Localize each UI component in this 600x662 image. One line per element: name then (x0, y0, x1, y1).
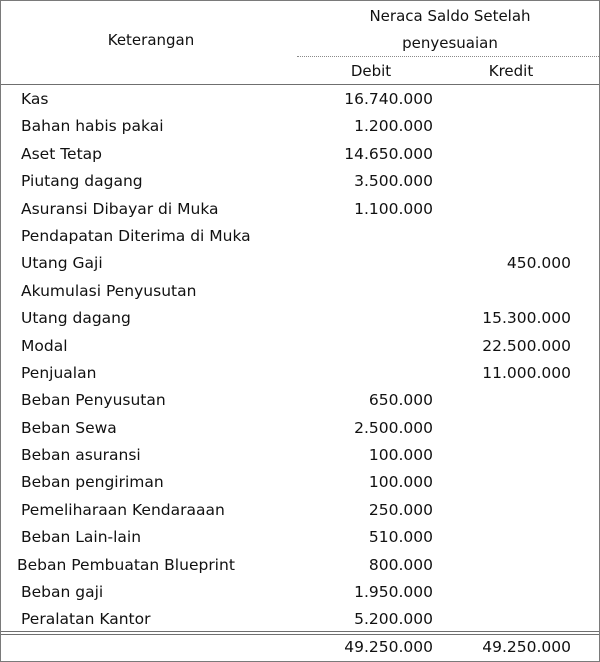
table-row (1, 525, 599, 552)
account-name: Beban asuransi (21, 446, 141, 465)
account-name: Beban gaji (21, 583, 104, 602)
total-debit: 49.250.000 (344, 638, 433, 656)
debit-value: 5.200.000 (354, 610, 433, 629)
account-name: Utang dagang (21, 309, 131, 328)
table-row (1, 470, 599, 497)
account-name: Bahan habis pakai (21, 117, 164, 136)
kredit-value: 15.300.000 (482, 309, 571, 328)
table-row (1, 416, 599, 443)
kredit-value: 11.000.000 (482, 363, 571, 382)
account-name: Beban Lain-lain (21, 528, 142, 547)
debit-value: 14.650.000 (344, 144, 433, 163)
account-name: Beban Pembuatan Blueprint (17, 555, 235, 574)
debit-value: 16.740.000 (344, 90, 433, 108)
debit-value: 1.950.000 (354, 583, 433, 602)
account-name: Piutang dagang (21, 172, 143, 191)
account-name: Beban pengiriman (21, 473, 164, 492)
total-divider-bottom (1, 634, 599, 635)
table-row (1, 388, 599, 415)
account-name: Pendapatan Diterima di Muka (21, 226, 251, 245)
table-row (1, 553, 599, 580)
table-row (1, 169, 599, 196)
account-name: Asuransi Dibayar di Muka (21, 199, 219, 218)
debit-value: 510.000 (368, 528, 433, 547)
account-name: Akumulasi Penyusutan (21, 281, 197, 300)
debit-value: 1.200.000 (354, 117, 433, 136)
table-row (1, 114, 599, 141)
account-name: Pemeliharaan Kendaraaan (21, 500, 225, 519)
table-row (1, 580, 599, 607)
table-row (1, 361, 599, 388)
table-row (1, 197, 599, 224)
header-title-line1: Neraca Saldo Setelah (369, 7, 531, 25)
account-name: Peralatan Kantor (21, 610, 151, 629)
total-divider-top (1, 631, 599, 632)
header-debit: Debit (350, 62, 392, 80)
table-row (1, 443, 599, 470)
account-name: Utang Gaji (21, 254, 103, 273)
header-kredit: Kredit (488, 62, 534, 80)
table-row (1, 334, 599, 361)
debit-value: 100.000 (368, 473, 433, 492)
table-row (1, 251, 599, 278)
debit-value: 2.500.000 (354, 418, 433, 437)
account-name: Kas (21, 90, 49, 108)
table-body (1, 87, 599, 635)
account-name: Penjualan (21, 363, 97, 382)
table-row (1, 306, 599, 333)
table-row (1, 279, 599, 306)
table-row (1, 142, 599, 169)
account-name: Beban Penyusutan (21, 391, 166, 410)
total-kredit: 49.250.000 (482, 638, 571, 656)
header-dotted-divider (297, 56, 599, 57)
table-row (1, 498, 599, 525)
debit-value: 650.000 (368, 391, 433, 410)
account-name: Aset Tetap (21, 144, 103, 163)
header-keterangan: Keterangan (107, 31, 195, 49)
debit-value: 3.500.000 (354, 172, 433, 191)
debit-value: 800.000 (368, 555, 433, 574)
debit-value: 100.000 (368, 446, 433, 465)
kredit-value: 450.000 (506, 254, 571, 273)
table-row (1, 87, 599, 114)
header-title-line2: penyesuaian (402, 34, 498, 52)
header-divider (1, 84, 599, 85)
debit-value: 1.100.000 (354, 199, 433, 218)
debit-value: 250.000 (368, 500, 433, 519)
table-row (1, 224, 599, 251)
kredit-value: 22.500.000 (482, 336, 571, 355)
account-name: Beban Sewa (21, 418, 117, 437)
account-name: Modal (21, 336, 68, 355)
